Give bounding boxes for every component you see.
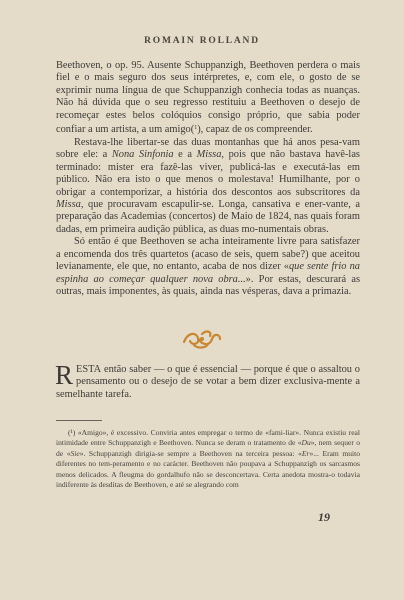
running-head: ROMAIN ROLLAND <box>144 36 260 46</box>
drop-cap: R <box>55 360 74 390</box>
p1-line-2: mais fiel e o mais seguro dos seus intérpretes, e, com ele, o gosto de <box>56 60 360 84</box>
p2-text-4: , que procuravam escapulir-se. Longa, cansativa e ener-vante, a preparação das Academias (concertos) de Maio de 1824, nas quais foram dadas, em primeira audição pública, as duas mo-numentais obras. <box>56 198 360 235</box>
p3-text-1: Só então é que Beethoven se acha inteiramente livre para satisfazer a encomenda dos três quartetos (acaso de seis, quem sabe?) que aceitou levianamente, ele que, no entanto, acaba de nos dizer « <box>56 236 360 273</box>
paragraph-2 <box>56 137 360 237</box>
footnote <box>56 428 360 490</box>
p2-text-3: , pois que não bastava havê-las terminado: mister era fazê-las viver, publicá-las e executá-las em público. Não era isto o que menos o molestava! Humilhante, por o obrigar a contemporizar, a história dos descontos aos subscritores da <box>56 149 360 198</box>
footnote-text-4: »... Eram muito diferentes no tem-peramento e no carácter. Beethoven não poupava a Schuppanzigh os sarcasmos menos delicados. A fleugma do gordalhufo não se desconcertava. Certa anedota mostra-o todavia indiferente às desditas de Beethoven, e até se alegrando com <box>56 448 360 490</box>
p1-line-6: poder confiar a um artista, a um amigo( <box>56 109 360 136</box>
p2-text-1: Restava-lhe libertar-se das duas montanhas que há anos pesa-vam sobre ele: a <box>56 136 360 161</box>
p1-line-5: desejo de recomeçar estes belos colóquios consigo próprio, que sabia <box>56 97 360 121</box>
footnote-em-du: Du <box>301 438 311 448</box>
p3-text-2: ». Por estas, descurará as outras, mais imponentes, às quais, ainda nas vésperas, dava a primazia. <box>56 273 360 298</box>
footnote-text-1: (¹) «Amigo», é excessivo. Conviria antes empregar o termo de «fami-liar». Nunca existiu real intimidade entre Schuppanzigh e Beethoven. Nunca se deram o tratamento de « <box>56 428 360 448</box>
p3-em-quote: que sente frio na espinha ao começar qualquer nova obra... <box>56 261 360 285</box>
main-text <box>56 60 360 299</box>
p2-em-missa: Missa <box>196 149 222 161</box>
p2-text-2: e a <box>173 149 197 161</box>
p1-line-7: ), capaz de os compreender. <box>197 124 313 136</box>
footnote-text-2: », nem sequer o de « <box>56 438 360 458</box>
footnote-rule <box>56 420 102 421</box>
p1-line-1: Beethoven, o op. 95. Ausente Schuppanzigh, Beethoven perdera o <box>56 60 341 71</box>
paragraph-1 <box>56 60 360 137</box>
footnote-em-er: Er <box>301 448 310 458</box>
final-paragraph <box>55 360 360 401</box>
footnote-em-sie: Sie <box>70 448 80 458</box>
paragraph-3 <box>56 236 360 298</box>
p1-line-4: nuanças. Não há dúvida que o seu regresso restituiu a Beethoven o <box>56 84 360 109</box>
fleuron-icon <box>180 328 224 350</box>
footnote-ref: 1 <box>194 125 198 132</box>
final-paragraph-text: então saber — o que é essencial — porque é que o assaltou o pensamento ou o desejo de se votar a bem dizer exclusiva-mente a semelhante tarefa. <box>56 364 360 400</box>
p1-line-3: se exprimir numa língua de que Schuppanzigh conhecia todas as <box>56 72 360 96</box>
p2-em-missa-2: Missa <box>56 198 81 210</box>
opening-smallcaps: ESTA <box>76 364 102 375</box>
p2-em-nona-sinfonia: Nona Sinfonia <box>111 149 174 161</box>
footnote-text-3: ». Schuppanzigh dirigia-se sempre a Beethoven na terceira pessoa: « <box>79 448 302 458</box>
page-number: 19 <box>318 510 330 524</box>
